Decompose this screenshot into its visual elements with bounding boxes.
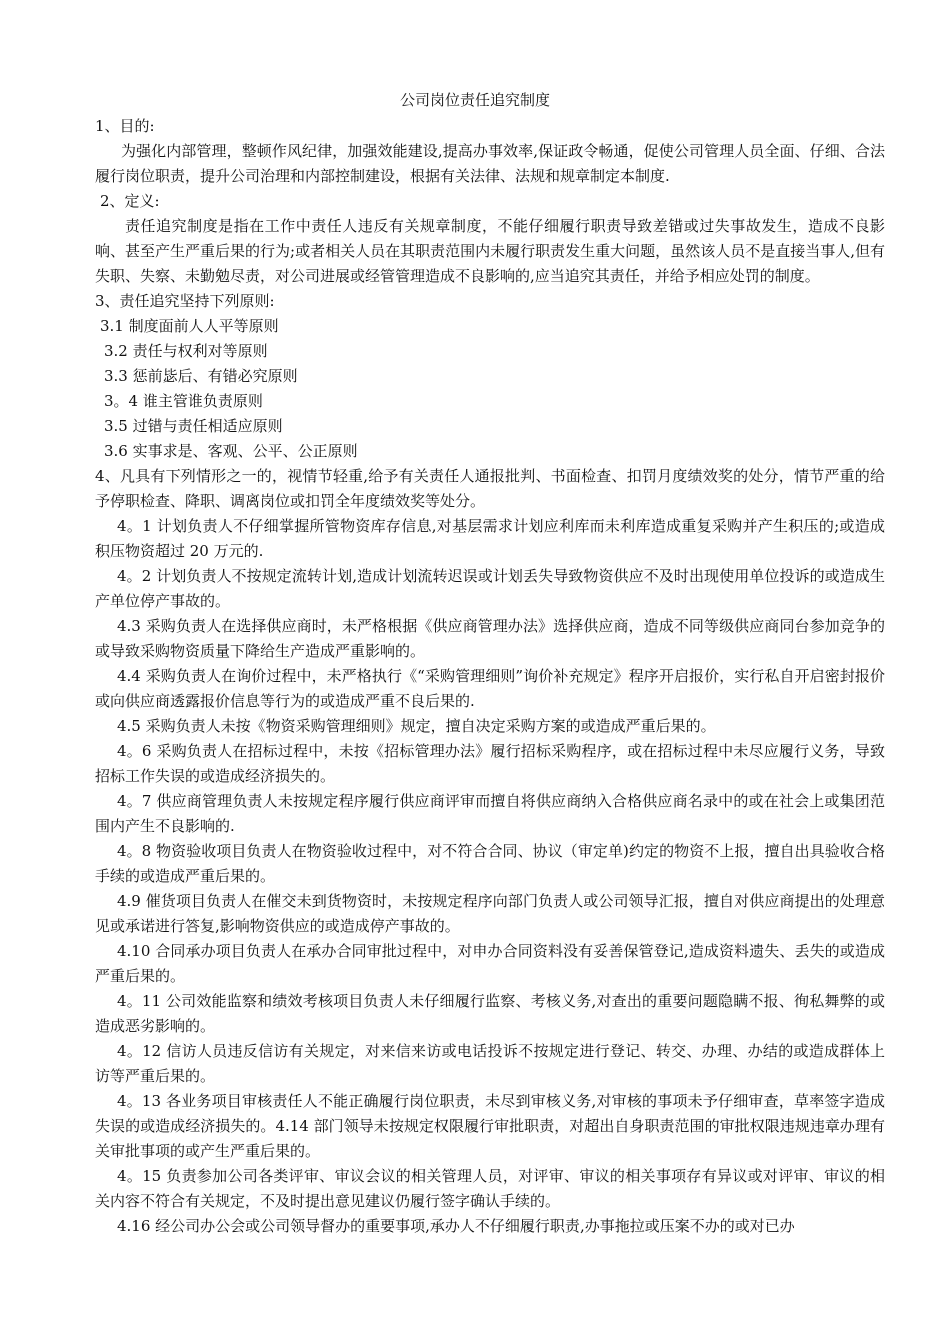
section-paragraph-purpose: 为强化内部管理，整顿作风纪律，加强效能建设,提高办事效率,保证政令畅通，促使公司管理人员全面、仔细、合法履行岗位职责，提升公司治理和内部控制建设，根据有关法律、法规和规章制定本制度. [95, 142, 885, 185]
case-item: 4.9 催货项目负责人在催交未到货物资时，未按规定程序向部门负责人或公司领导汇报，擅自对供应商提出的处理意见或承诺进行答复,影响物资供应的或造成停产事故的。 [95, 892, 885, 935]
case-item: 4。15 负责参加公司各类评审、审议会议的相关管理人员，对评审、审议的相关事项存有异议或对评审、审议的相关内容不符合有关规定，不及时提出意见建议仍履行签字确认手续的。 [95, 1167, 885, 1210]
case-item: 4.5 采购负责人未按《物资采购管理细则》规定，擅自决定采购方案的或造成严重后果的。 [117, 717, 716, 735]
case-item: 4。2 计划负责人不按规定流转计划,造成计划流转迟误或计划丢失导致物资供应不及时出现使用单位投诉的或造成生产单位停产事故的。 [95, 567, 885, 610]
principle-item: 3.2 责任与权利对等原则 [104, 342, 268, 360]
principle-item: 3。4 谁主管谁负责原则 [104, 392, 263, 410]
principle-item: 3.3 惩前毖后、有错必究原则 [104, 367, 298, 385]
section-heading-purpose: 1、目的: [95, 117, 155, 135]
principle-item: 3.1 制度面前人人平等原则 [100, 317, 279, 335]
case-item: 4。13 各业务项目审核责任人不能正确履行岗位职责，未尽到审核义务,对审核的事项未予仔细审查，草率签字造成失误的或造成经济损失的。4.14 部门领导未按规定权限履行审批职责，对超出自身职责范围的审批权限违规违章办理有关审批事项的或产生严重后果的。 [95, 1092, 885, 1160]
case-item: 4。8 物资验收项目负责人在物资验收过程中，对不符合合同、协议（审定单)约定的物资不上报，擅自出具验收合格手续的或造成严重后果的。 [95, 842, 885, 885]
case-item: 4.10 合同承办项目负责人在承办合同审批过程中，对申办合同资料没有妥善保管登记,造成资料遗失、丢失的或造成严重后果的。 [95, 942, 885, 985]
principle-item: 3.5 过错与责任相适应原则 [104, 417, 283, 435]
case-item: 4。6 采购负责人在招标过程中，未按《招标管理办法》履行招标采购程序，或在招标过程中未尽应履行义务，导致招标工作失误的或造成经济损失的。 [95, 742, 885, 785]
document-body [95, 114, 885, 1239]
case-item: 4。1 计划负责人不仔细掌握所管物资库存信息,对基层需求计划应利库而未利库造成重复采购并产生积压的;或造成积压物资超过 20 万元的. [95, 517, 885, 560]
case-item: 4。12 信访人员违反信访有关规定，对来信来访或电话投诉不按规定进行登记、转交、办理、办结的或造成群体上访等严重后果的。 [95, 1042, 885, 1085]
principle-item: 3.6 实事求是、客观、公平、公正原则 [104, 442, 358, 460]
case-item: 4。7 供应商管理负责人未按规定程序履行供应商评审而擅自将供应商纳入合格供应商名录中的或在社会上或集团范围内产生不良影响的. [95, 792, 885, 835]
section-paragraph-definition: 责任追究制度是指在工作中责任人违反有关规章制度，不能仔细履行职责导致差错或过失事故发生，造成不良影响、甚至产生严重后果的行为;或者相关人员在其职责范围内未履行职责发生重大问题，虽然该人员不是直接当事人,但有失职、失察、未勤勉尽责，对公司进展或经管管理造成不良影响的,应当追究其责任，并给予相应处罚的制度。 [95, 217, 885, 285]
document-title: 公司岗位责任追究制度 [399, 91, 550, 109]
case-item: 4.16 经公司办公会或公司领导督办的重要事项,承办人不仔细履行职责,办事拖拉或压案不办的或对已办 [117, 1217, 795, 1235]
case-item: 4。11 公司效能监察和绩效考核项目负责人未仔细履行监察、考核义务,对查出的重要问题隐瞒不报、徇私舞弊的或造成恶劣影响的。 [95, 992, 885, 1035]
section-heading-cases: 4、凡具有下列情形之一的，视情节轻重,给予有关责任人通报批判、书面检查、扣罚月度绩效奖的处分，情节严重的给予停职检查、降职、调离岗位或扣罚全年度绩效奖等处分。 [95, 467, 885, 510]
section-heading-definition: 2、定义: [100, 192, 160, 210]
section-heading-principles: 3、责任追究坚持下列原则: [95, 292, 275, 310]
case-item: 4.4 采购负责人在询价过程中，未严格执行《“采购管理细则”询价补充规定》程序开启报价，实行私自开启密封报价或向供应商透露报价信息等行为的或造成严重不良后果的. [95, 667, 885, 710]
case-item: 4.3 采购负责人在选择供应商时，未严格根据《供应商管理办法》选择供应商，造成不同等级供应商同台参加竞争的或导致采购物资质量下降给生产造成严重影响的。 [95, 617, 885, 660]
